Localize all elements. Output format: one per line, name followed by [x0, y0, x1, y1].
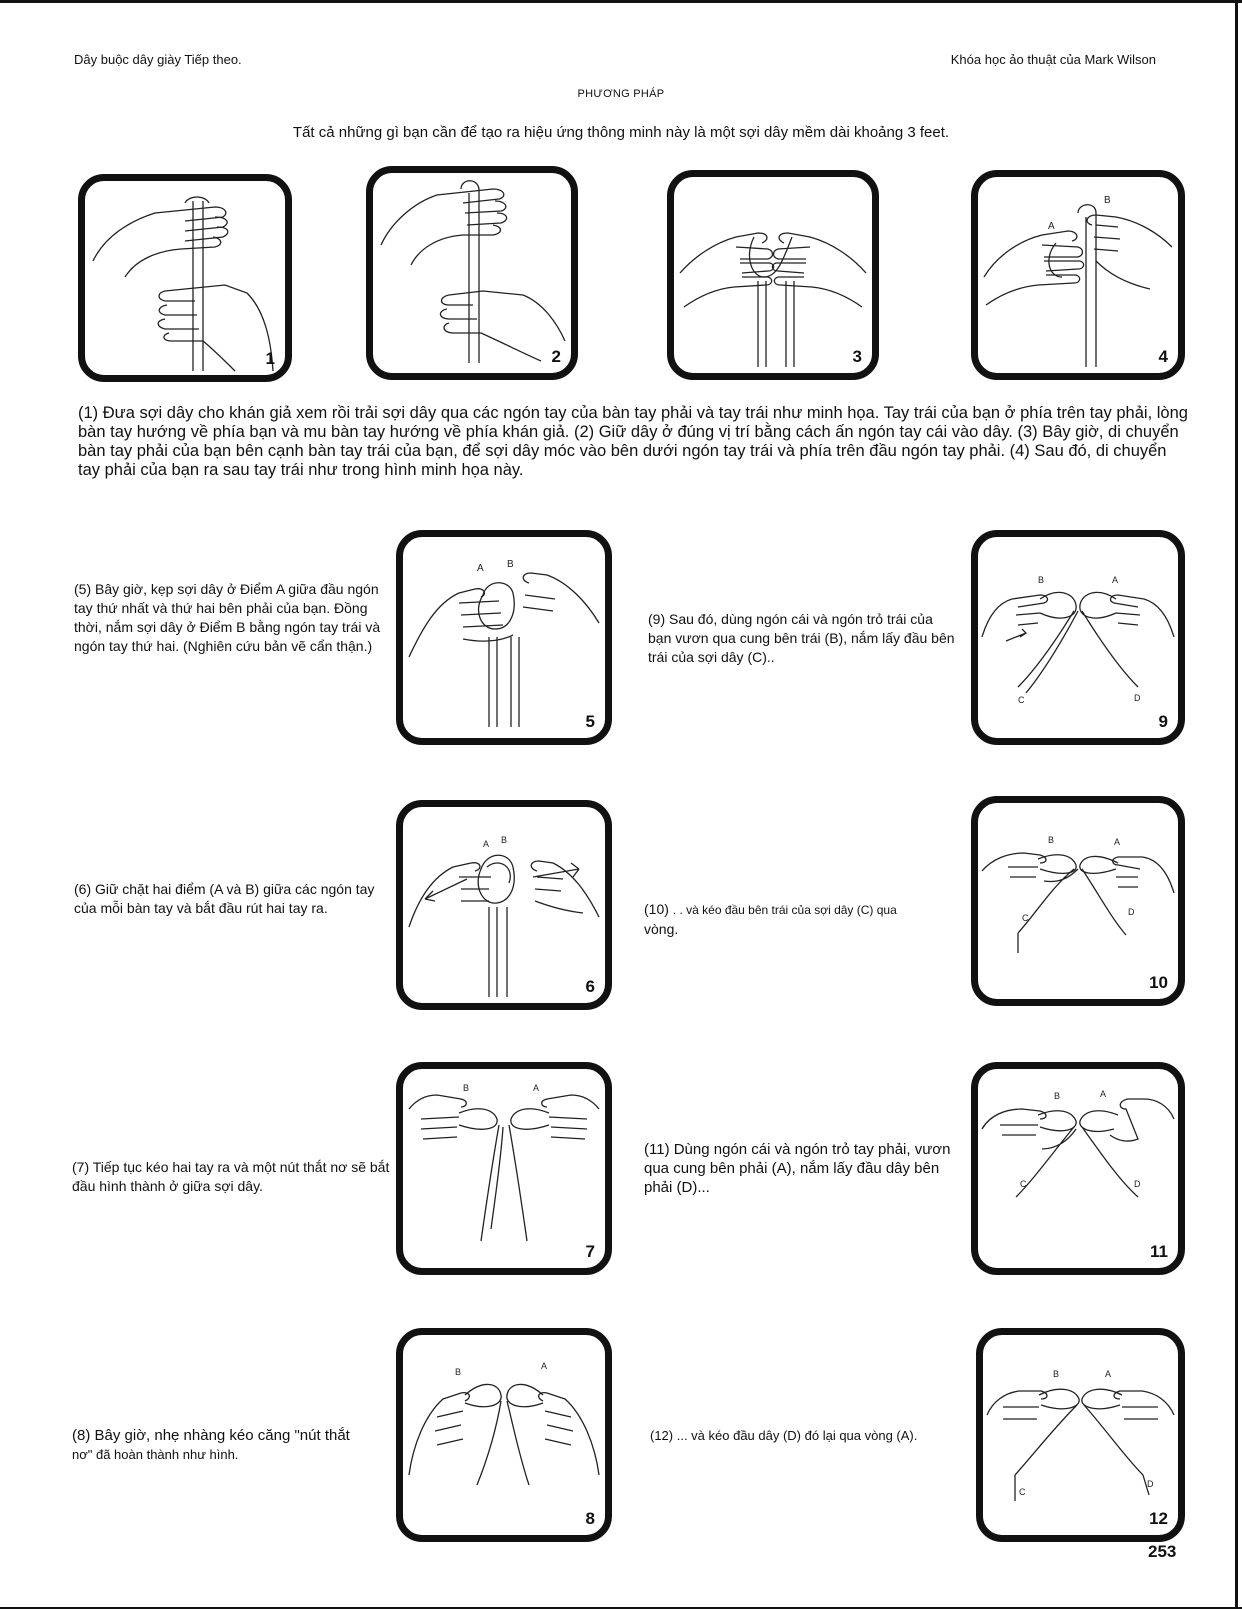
top-border	[0, 0, 1242, 3]
label-b: B	[1053, 1369, 1060, 1379]
label-c: C	[1019, 1487, 1026, 1497]
paragraph-steps-1-4: (1) Đưa sợi dây cho khán giả xem rồi trải sợi dây qua các ngón tay của bàn tay phải và tay trái như minh họa. Tay trái của bạn ở phía trên tay phải, lòng bàn tay hướng về phía bạn và mu bàn tay hướng về phía khán giả. (2) Giữ dây ở đúng vị trí bằng cách ấn ngón tay cái vào dây. (3) Bây giờ, di chuyển bàn tay phải của bạn bên cạnh bàn tay trái của bạn, để sợi dây móc vào bên dưới ngón tay trái và phía trên đầu ngón tay phải. (4) Sau đó, di chuyển tay phải của bạn ra sau tay trái như trong hình minh họa này.	[78, 404, 1188, 479]
illustration-panel-4	[971, 170, 1185, 380]
label-b: B	[1038, 575, 1045, 585]
label-c: C	[1022, 913, 1029, 923]
panel-number: 9	[1158, 712, 1168, 731]
section-title: PHƯƠNG PHÁP	[577, 88, 665, 100]
illustration-panel-11	[971, 1062, 1185, 1275]
panel-number: 12	[1149, 1509, 1168, 1528]
label-b: B	[1054, 1091, 1061, 1101]
illustration-panel-1	[78, 174, 292, 382]
step-10-body: . . và kéo đầu bên trái của sợi dây (C) qua	[672, 903, 897, 917]
label-a: A	[1112, 575, 1119, 585]
step-7-text: (7) Tiếp tục kéo hai tay ra và một nút thắt nơ sẽ bắt đầu hình thành ở giữa sợi dây.	[72, 1159, 390, 1194]
label-c: C	[1018, 695, 1025, 705]
label-a: A	[541, 1361, 548, 1371]
panel-number: 2	[551, 347, 561, 366]
label-a: A	[477, 563, 484, 574]
panel-number: 3	[852, 347, 862, 366]
panel-number: 10	[1149, 973, 1168, 992]
label-a: A	[1114, 837, 1121, 847]
step-10-number: (10)	[644, 901, 669, 917]
step-6-text: (6) Giữ chặt hai điểm (A và B) giữa các ngón tay của mỗi bàn tay và bắt đầu rút hai tay ra.	[74, 881, 375, 916]
label-a: A	[1105, 1369, 1112, 1379]
running-header-right: Khóa học ảo thuật của Mark Wilson	[950, 52, 1156, 67]
label-b: B	[1048, 835, 1055, 845]
illustration-panel-7	[396, 1062, 612, 1275]
label-d: D	[1147, 1479, 1154, 1489]
step-8-line-2: nơ" đã hoàn thành như hình.	[72, 1447, 239, 1462]
label-b: B	[463, 1083, 470, 1093]
panel-number: 4	[1158, 347, 1168, 366]
label-d: D	[1134, 693, 1141, 703]
label-a: A	[483, 839, 490, 849]
step-8-text	[72, 1426, 392, 1464]
intro-text: Tất cả những gì bạn cần để tạo ra hiệu ứng thông minh này là một sợi dây mềm dài khoảng 3 feet.	[292, 124, 950, 141]
illustration-panel-12	[976, 1328, 1185, 1542]
panel-number: 11	[1150, 1242, 1168, 1261]
step-11-text: (11) Dùng ngón cái và ngón trỏ tay phải, vươn qua cung bên phải (A), nắm lấy đầu dây bên phải (D)...	[644, 1141, 951, 1196]
running-header-left: Dây buộc dây giày Tiếp theo.	[74, 52, 242, 67]
step-10-end: vòng.	[644, 921, 679, 937]
label-b: B	[501, 835, 508, 845]
illustration-panel-9	[971, 530, 1185, 745]
illustration-panel-5	[396, 530, 612, 745]
panel-number: 7	[585, 1242, 595, 1261]
illustration-panel-6	[396, 800, 612, 1010]
illustration-panel-8	[396, 1328, 612, 1542]
label-b: B	[507, 559, 514, 570]
panel-number: 8	[585, 1509, 595, 1528]
step-12-text: (12) ... và kéo đầu dây (D) đó lại qua vòng (A).	[650, 1428, 918, 1443]
step-5-text: (5) Bây giờ, kẹp sợi dây ở Điểm A giữa đầu ngón tay thứ nhất và thứ hai bên phải của bạn. Đồng thời, nắm sợi dây ở Điểm B bằng ngón tay trái và ngón tay thứ hai. (Nghiên cứu bản vẽ cẩn thận.)	[74, 581, 381, 654]
label-a: A	[1048, 221, 1055, 232]
page-number: 253	[1148, 1542, 1177, 1561]
step-10-text	[644, 900, 964, 939]
illustration-panel-2	[366, 166, 578, 380]
panel-number: 1	[265, 349, 275, 368]
label-a: A	[533, 1083, 540, 1093]
illustration-panel-10	[971, 796, 1185, 1006]
panel-number: 6	[585, 977, 595, 996]
panel-number: 5	[585, 712, 595, 731]
label-d: D	[1134, 1179, 1141, 1189]
step-8-line-1: (8) Bây giờ, nhẹ nhàng kéo căng "nút thắt	[72, 1427, 350, 1444]
label-d: D	[1128, 907, 1135, 917]
label-b: B	[1104, 195, 1111, 206]
illustration-panel-3	[667, 170, 879, 380]
step-9-text: (9) Sau đó, dùng ngón cái và ngón trỏ trái của bạn vươn qua cung bên trái (B), nắm lấy đầu bên trái của sợi dây (C)..	[648, 611, 955, 665]
right-border	[1235, 0, 1238, 1609]
label-b: B	[455, 1367, 462, 1377]
label-a: A	[1100, 1089, 1107, 1099]
label-c: C	[1020, 1179, 1027, 1189]
